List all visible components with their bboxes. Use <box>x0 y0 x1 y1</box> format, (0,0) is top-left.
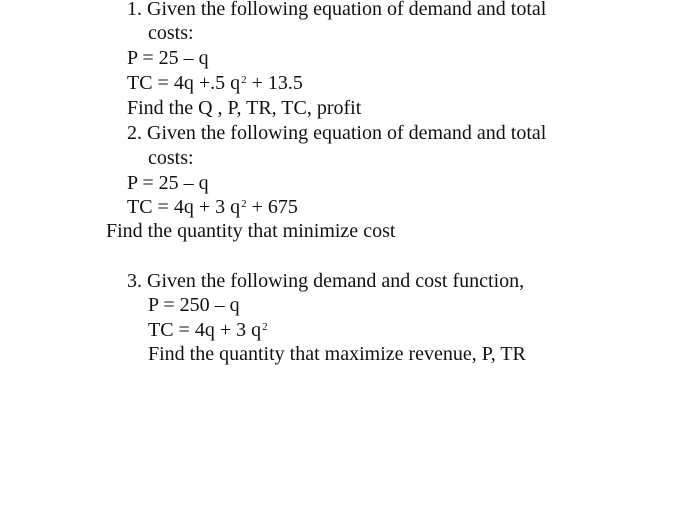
cost-equation-part: + 675 <box>246 196 298 218</box>
cost-equation-part: TC = 4q +.5 q <box>127 72 241 94</box>
problem-2-task: Find the quantity that minimize cost <box>106 220 396 242</box>
problem-1-cost-equation <box>127 71 303 95</box>
problem-1-heading-line2: costs: <box>148 22 194 44</box>
exponent: 2 <box>262 321 268 333</box>
problem-1-demand-equation: P = 25 – q <box>127 47 209 69</box>
problem-3-demand-equation: P = 250 – q <box>148 294 240 316</box>
problem-2-demand-equation: P = 25 – q <box>127 172 209 194</box>
cost-equation-part: TC = 4q + 3 q <box>127 196 241 218</box>
problem-3-cost-equation <box>148 318 268 342</box>
problem-1-heading-line1: 1. Given the following equation of demand and total <box>127 0 547 20</box>
problem-3-task: Find the quantity that maximize revenue, P, TR <box>148 343 526 365</box>
cost-equation-part: TC = 4q + 3 q <box>148 319 262 341</box>
problem-2-heading-line1: 2. Given the following equation of demand and total <box>127 122 547 144</box>
problem-3-heading: 3. Given the following demand and cost function, <box>127 270 525 292</box>
problem-1-task: Find the Q , P, TR, TC, profit <box>127 97 362 119</box>
exponent: 2 <box>241 198 247 210</box>
cost-equation-part: + 13.5 <box>246 72 303 94</box>
problem-2-cost-equation <box>127 195 298 219</box>
problem-2-heading-line2: costs: <box>148 147 194 169</box>
exponent: 2 <box>241 74 247 86</box>
